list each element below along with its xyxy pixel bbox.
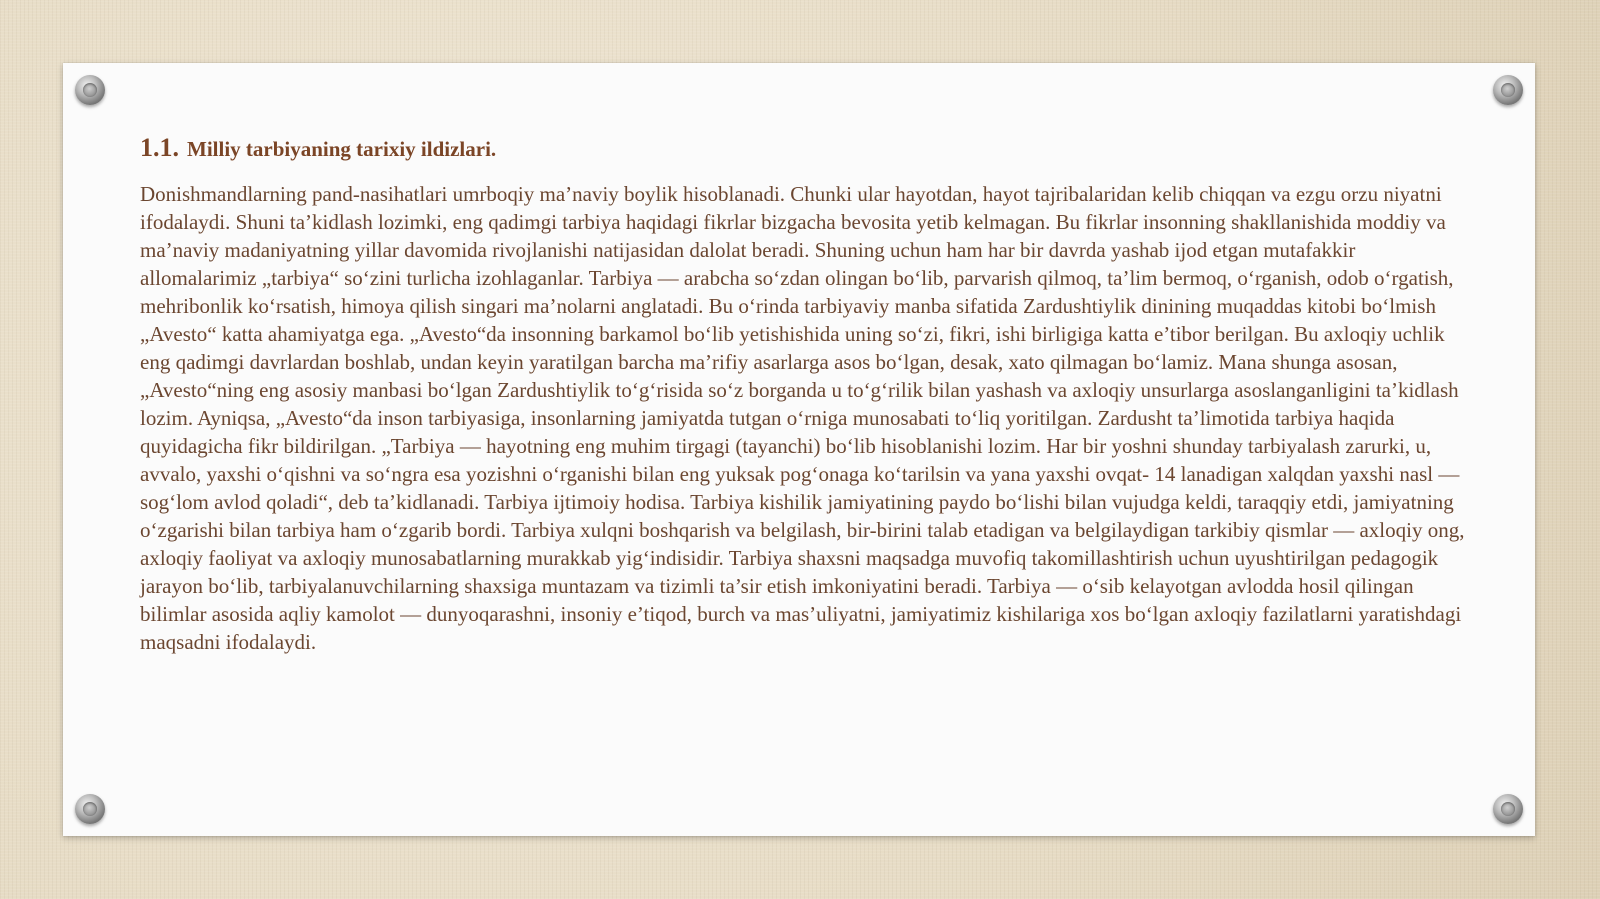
- rivet-icon: [75, 794, 105, 824]
- section-number: 1.1.: [140, 133, 179, 162]
- rivet-icon: [1493, 794, 1523, 824]
- section-title: Milliy tarbiyaning tarixiy ildizlari.: [187, 137, 497, 161]
- slide-content: [140, 127, 1470, 656]
- section-heading: [140, 127, 1470, 164]
- rivet-icon: [1493, 75, 1523, 105]
- body-paragraph: Donishmandlarning pand-nasihatlari umrboqiy ma’naviy boylik hisoblanadi. Chunki ular hayotdan, hayot tajribalaridan kelib chiqqan va ezgu orzu niyatni ifodalaydi. Shuni ta’kidlash lozimki, eng qadimgi tarbiya haqidagi fikrlar bizgacha bevosita yetib kelmagan. Bu fikrlar insonning shakllanishida moddiy va ma’naviy madaniyatning yillar davomida rivojlanishi natijasidan dalolat beradi. Shuning uchun ham har bir davrda yashab ijod etgan mutafakkir allomalarimiz „tarbiya“ so‘zini turlicha izohlaganlar. Tarbiya — arabcha so‘zdan olingan bo‘lib, parvarish qilmoq, ta’lim bermoq, o‘rganish, odob o‘rgatish, mehribonlik ko‘rsatish, himoya qilish singari ma’nolarni anglatadi. Bu o‘rinda tarbiyaviy manba sifatida Zardushtiylik dinining muqaddas kitobi bo‘lmish „Avesto“ katta ahamiyatga ega. „Avesto“da insonning barkamol bo‘lib yetishishida uning so‘zi, fikri, ishi birligiga katta e’tibor berilgan. Bu axloqiy uchlik eng qadimgi davrlardan boshlab, undan keyin yaratilgan barcha ma’rifiy asarlarga asos bo‘lgan, desak, xato qilmagan bo‘lamiz. Mana shunga asosan, „Avesto“ning eng asosiy manbasi bo‘lgan Zardushtiylik to‘g‘risida so‘z borganda u to‘g‘rilik bilan yashash va axloqiy unsurlarga asoslanganligini ta’kidlash lozim. Ayniqsa, „Avesto“da inson tarbiyasiga, insonlarning jamiyatda tutgan o‘rniga munosabati to‘liq yoritilgan. Zardusht ta’limotida tarbiya haqida quyidagicha fikr bildirilgan. „Tarbiya — hayotning eng muhim tirgagi (tayanchi) bo‘lib hisoblanishi lozim. Har bir yoshni shunday tarbiyalash zarurki, u, avvalo, yaxshi o‘qishni va so‘ngra esa yozishni o‘rganishi bilan eng yuksak pog‘onaga ko‘tarilsin va yana yaxshi ovqat- 14 lanadigan xalqdan yaxshi nasl — sog‘lom avlod qoladi“, deb ta’kidlanadi. Tarbiya ijtimoiy hodisa. Tarbiya kishilik jamiyatining paydo bo‘lishi bilan vujudga keldi, taraqqiy etdi, jamiyatning o‘zgarishi bilan tarbiya ham o‘zgarib bordi. Tarbiya xulqni boshqarish va belgilash, bir-birini talab etadigan va belgilaydigan tarkibiy qismlar — axloqiy ong, axloqiy faoliyat va axloqiy munosabatlarning murakkab yig‘indisidir. Tarbiya shaxsni maqsadga muvofiq takomillashtirish uchun uyushtirilgan pedagogik jarayon bo‘lib, tarbiyalanuvchilarning shaxsiga muntazam va tizimli ta’sir etish imkoniyatini beradi. Tarbiya — o‘sib kelayotgan avlodda hosil qilingan bilimlar asosida aqliy kamolot — dunyoqarashni, insoniy e’tiqod, burch va mas’uliyatni, jamiyatimiz kishilariga xos bo‘lgan axloqiy fazilatlarni yaratishdagi maqsadni ifodalaydi.: [140, 182, 1465, 654]
- rivet-icon: [75, 75, 105, 105]
- slide-card: [63, 63, 1535, 836]
